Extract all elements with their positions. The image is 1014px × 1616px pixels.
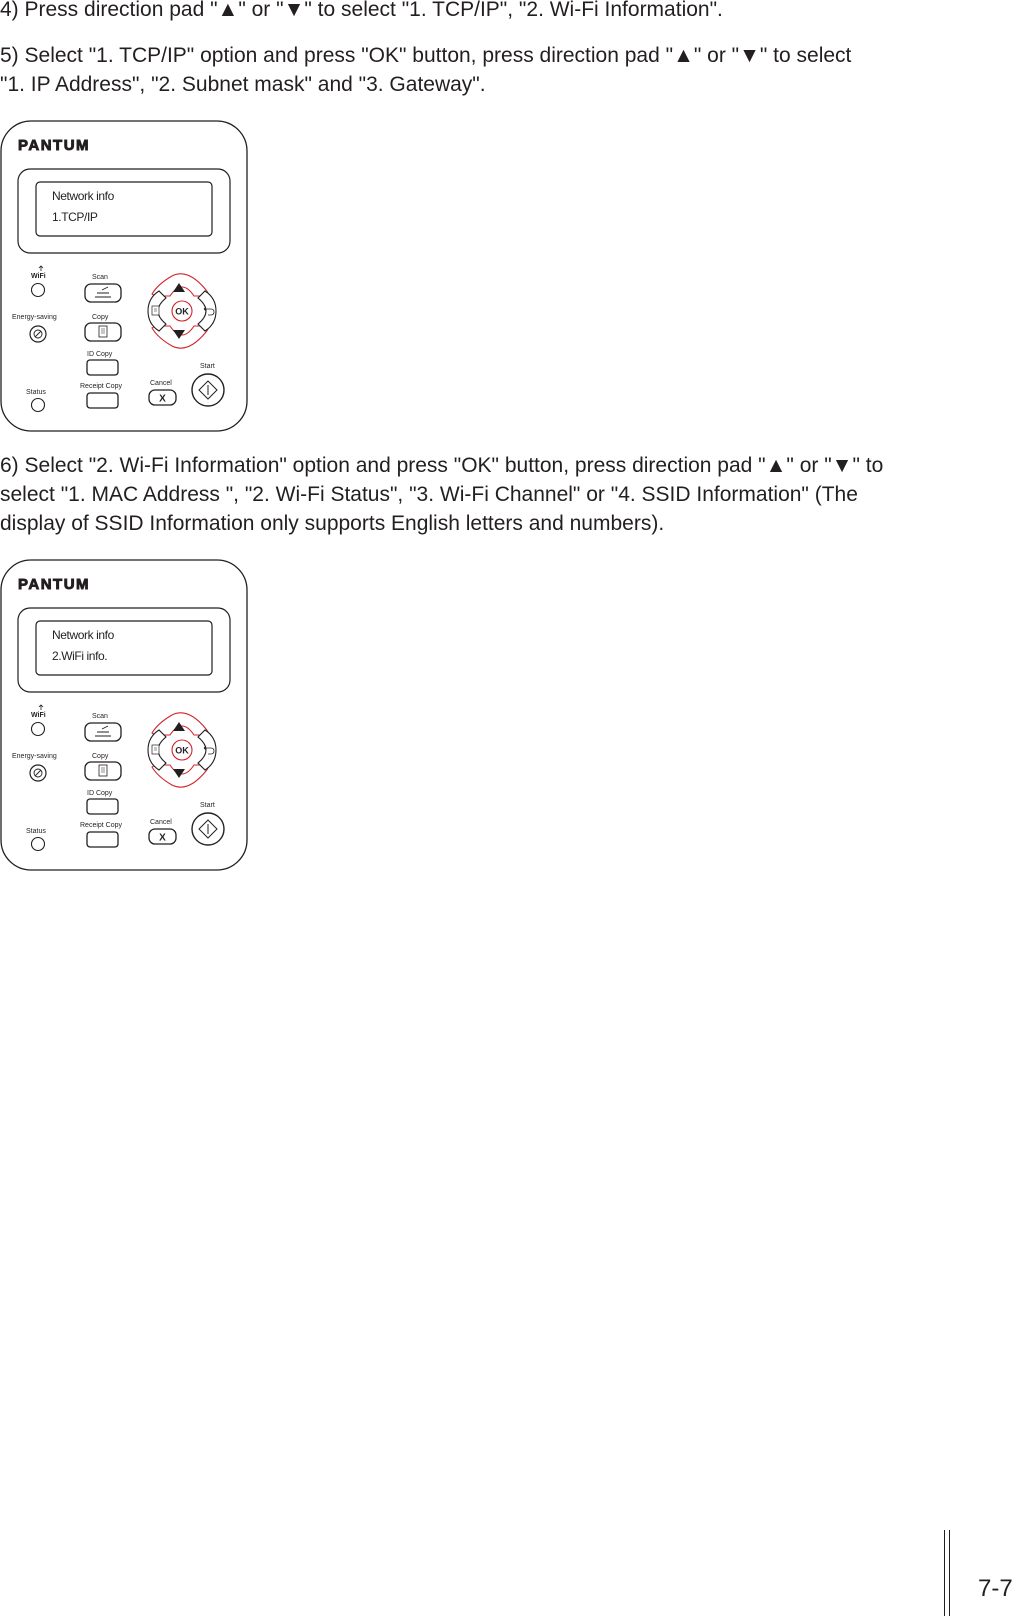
cancel-label: Cancel [150,819,172,826]
control-panel-tcpip [0,120,250,432]
step-6-text: 6) Select "2. Wi-Fi Information" option and press "OK" button, press direction pad "▲" or "▼" to select "1. MAC Address ", "2. Wi-Fi Status", "3. Wi-Fi Channel" or "4. SSID Information" (The display of SSID Information only supports English letters and numbers). [0,454,884,535]
status-label: Status [26,389,46,396]
control-panel-wifi-info [0,559,250,871]
receipt-copy-button[interactable] [87,832,118,847]
wifi-button[interactable] [32,723,45,736]
brand-logo: PANTUM [18,576,91,593]
step-5-text: 5) Select "1. TCP/IP" option and press "OK" button, press direction pad "▲" or "▼" to select "1. IP Address", "2. Subnet mask" and "3. Gateway". [0,44,852,96]
receipt-copy-label: Receipt Copy [80,383,123,390]
menu-icon [152,306,159,315]
copy-icon [99,326,107,337]
lcd-line-2: 1.TCP/IP [52,210,98,224]
status-indicator [32,838,45,851]
id-copy-label: ID Copy [87,351,113,358]
receipt-copy-button[interactable] [87,393,118,408]
scan-label: Scan [92,274,108,281]
brand-logo: PANTUM [18,137,91,154]
id-copy-button[interactable] [87,799,118,814]
lcd-line-1: Network info [52,628,114,642]
footer-divider [944,1530,952,1616]
copy-label: Copy [92,753,109,760]
receipt-copy-label: Receipt Copy [80,822,123,829]
id-copy-label: ID Copy [87,790,113,797]
start-label: Start [200,802,215,809]
page-number: 7-7 [978,1575,1013,1602]
wifi-label: WiFi [31,273,46,280]
scan-label: Scan [92,713,108,720]
wifi-label: WiFi [31,712,46,719]
ok-label: OK [175,306,189,317]
cancel-label: Cancel [150,380,172,387]
energy-saving-label: Energy-saving [12,753,57,760]
menu-icon [152,745,159,754]
cancel-x-icon: X [159,393,166,405]
copy-label: Copy [92,314,109,321]
lcd-line-2: 2.WiFi info. [52,649,108,663]
status-indicator [32,399,45,412]
copy-icon [99,765,107,776]
cancel-x-icon: X [159,832,166,844]
lcd-line-1: Network info [52,189,114,203]
ok-label: OK [175,745,189,756]
status-label: Status [26,828,46,835]
id-copy-button[interactable] [87,360,118,375]
wifi-button[interactable] [32,284,45,297]
step-4-text: 4) Press direction pad "▲" or "▼" to select "1. TCP/IP", "2. Wi-Fi Information". [0,0,723,21]
energy-saving-label: Energy-saving [12,314,57,321]
start-label: Start [200,363,215,370]
